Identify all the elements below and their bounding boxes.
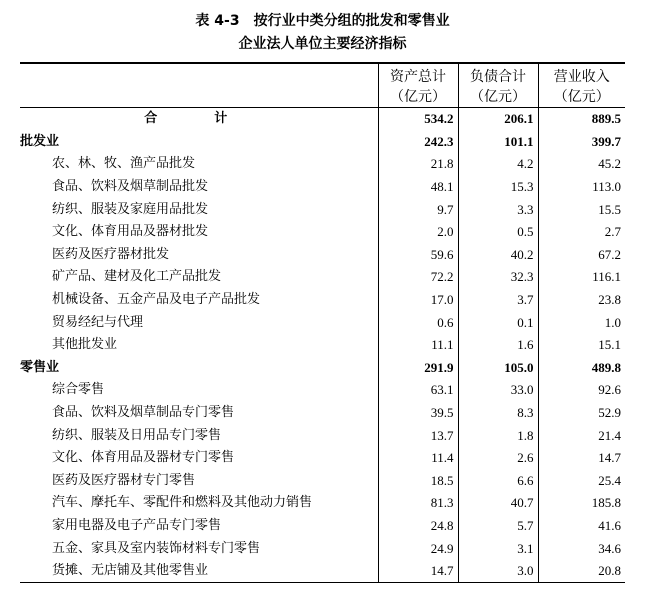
row-label: 医药及医疗器材专门零售 [52,472,196,488]
revenue-value: 34.6 [538,537,625,560]
table-row [20,334,625,357]
liabilities-value: 32.3 [458,266,538,289]
assets-value: 534.2 [378,108,458,131]
assets-value: 63.1 [378,379,458,402]
table-row [20,221,625,244]
assets-value: 21.8 [378,153,458,176]
row-label: 矿产品、建材及化工产品批发 [52,269,222,285]
assets-value: 72.2 [378,266,458,289]
row-label: 文化、体育用品及器材专门零售 [52,450,235,466]
revenue-value: 21.4 [538,424,625,447]
table-row [20,424,625,447]
liabilities-value: 40.7 [458,492,538,515]
row-label: 医药及医疗器材批发 [52,246,170,262]
liabilities-value: 5.7 [458,515,538,538]
assets-value: 81.3 [378,492,458,515]
assets-value: 18.5 [378,470,458,493]
revenue-value: 52.9 [538,402,625,425]
row-label: 机械设备、五金产品及电子产品批发 [52,292,261,308]
assets-value: 14.7 [378,560,458,583]
table-row [20,492,625,515]
table-row [20,108,625,131]
liabilities-value: 1.8 [458,424,538,447]
revenue-value: 113.0 [538,176,625,199]
header-revenue-name: 营业收入 [553,68,610,85]
liabilities-value: 206.1 [458,108,538,131]
row-label: 其他批发业 [52,337,118,353]
liabilities-value: 8.3 [458,402,538,425]
liabilities-value: 33.0 [458,379,538,402]
header-assets-name: 资产总计 [390,68,446,85]
revenue-value: 1.0 [538,311,625,334]
assets-value: 39.5 [378,402,458,425]
table-row [20,515,625,538]
revenue-value: 2.7 [538,221,625,244]
table-row [20,560,625,583]
row-label: 食品、饮料及烟草制品专门零售 [52,405,235,421]
header-liabilities-name: 负债合计 [470,68,526,85]
revenue-value: 45.2 [538,153,625,176]
revenue-value: 20.8 [538,560,625,583]
header-label-cell [20,63,378,108]
liabilities-value: 101.1 [458,131,538,154]
row-label: 食品、饮料及烟草制品批发 [52,179,209,195]
table-row [20,470,625,493]
revenue-value: 399.7 [538,131,625,154]
liabilities-value: 0.1 [458,311,538,334]
row-label: 零售业 [20,359,60,375]
revenue-value: 67.2 [538,244,625,267]
table-row [20,131,625,154]
liabilities-value: 3.3 [458,198,538,221]
table-title-line1: 表 4-3 按行业中类分组的批发和零售业 [195,13,450,29]
header-liabilities [458,63,538,108]
assets-value: 9.7 [378,198,458,221]
revenue-value: 889.5 [538,108,625,131]
liabilities-value: 3.0 [458,560,538,583]
header-revenue [538,63,625,108]
revenue-value: 15.5 [538,198,625,221]
assets-value: 11.1 [378,334,458,357]
table-row [20,176,625,199]
assets-value: 24.9 [378,537,458,560]
assets-value: 48.1 [378,176,458,199]
assets-value: 24.8 [378,515,458,538]
revenue-value: 14.7 [538,447,625,470]
header-assets-unit: （亿元） [390,88,446,105]
revenue-value: 92.6 [538,379,625,402]
table-row [20,266,625,289]
row-label: 农、林、牧、渔产品批发 [52,156,196,172]
table-row [20,244,625,267]
table-row [20,198,625,221]
header-row [20,63,625,108]
revenue-value: 25.4 [538,470,625,493]
liabilities-value: 6.6 [458,470,538,493]
liabilities-value: 1.6 [458,334,538,357]
header-assets [378,63,458,108]
row-label: 纺织、服装及日用品专门零售 [52,427,222,443]
assets-value: 0.6 [378,311,458,334]
liabilities-value: 0.5 [458,221,538,244]
liabilities-value: 15.3 [458,176,538,199]
row-label: 货摊、无店铺及其他零售业 [20,560,378,583]
assets-value: 242.3 [378,131,458,154]
revenue-value: 15.1 [538,334,625,357]
table-row [20,153,625,176]
header-liabilities-unit: （亿元） [470,88,526,105]
liabilities-value: 105.0 [458,357,538,380]
table-row [20,289,625,312]
statistics-table [20,62,625,583]
table-row [20,447,625,470]
liabilities-value: 40.2 [458,244,538,267]
table-title-line2: 企业法人单位主要经济指标 [238,36,407,52]
liabilities-value: 3.7 [458,289,538,312]
revenue-value: 185.8 [538,492,625,515]
table-row [20,357,625,380]
header-revenue-unit: （亿元） [553,88,610,105]
table-row [20,402,625,425]
assets-value: 11.4 [378,447,458,470]
liabilities-value: 2.6 [458,447,538,470]
liabilities-value: 4.2 [458,153,538,176]
row-label: 家用电器及电子产品专门零售 [52,517,222,533]
row-label: 批发业 [20,133,60,149]
assets-value: 59.6 [378,244,458,267]
row-label: 汽车、摩托车、零配件和燃料及其他动力销售 [52,495,313,511]
table-row [20,379,625,402]
revenue-value: 23.8 [538,289,625,312]
assets-value: 2.0 [378,221,458,244]
row-label: 文化、体育用品及器材批发 [52,224,209,240]
row-label: 贸易经纪与代理 [52,314,144,330]
table-row [20,537,625,560]
assets-value: 17.0 [378,289,458,312]
table-row [20,311,625,334]
revenue-value: 489.8 [538,357,625,380]
revenue-value: 41.6 [538,515,625,538]
assets-value: 13.7 [378,424,458,447]
row-label: 五金、家具及室内装饰材料专门零售 [52,540,261,556]
row-label: 综合零售 [52,382,105,398]
row-label: 合 计 [144,111,250,127]
assets-value: 291.9 [378,357,458,380]
row-label: 纺织、服装及家庭用品批发 [52,201,209,217]
liabilities-value: 3.1 [458,537,538,560]
revenue-value: 116.1 [538,266,625,289]
